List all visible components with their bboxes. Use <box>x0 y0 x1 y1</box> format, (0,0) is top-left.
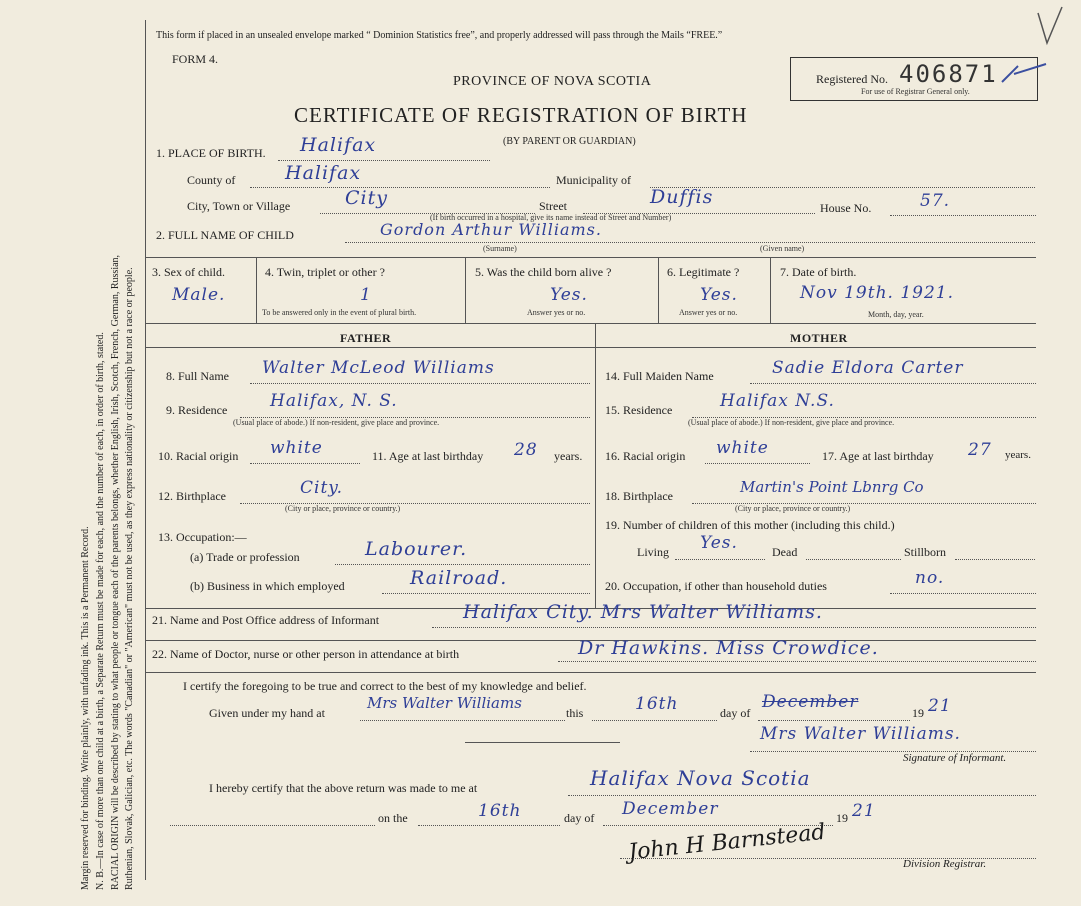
mother-living-value: Yes. <box>700 533 738 553</box>
date-of-birth-note: Month, day, year. <box>868 310 924 319</box>
county-label: County of <box>187 173 236 187</box>
surname-caption: (Surname) <box>483 244 517 253</box>
father-name-value: Walter McLeod Williams <box>262 358 495 378</box>
house-label: House No. <box>820 201 872 215</box>
registrar-note: For use of Registrar General only. <box>861 87 970 96</box>
legitimate-note: Answer yes or no. <box>679 308 738 317</box>
given-day-line <box>592 720 717 721</box>
margin-rule <box>145 20 146 880</box>
given-year-value: 21 <box>928 696 952 716</box>
certificate-subtitle: (BY PARENT OR GUARDIAN) <box>503 136 636 147</box>
pen-tick-icon <box>1000 58 1050 88</box>
mother-heading: MOTHER <box>790 331 848 345</box>
registrar-place-value: Halifax Nova Scotia <box>590 766 811 790</box>
mother-stillborn-line <box>955 559 1035 560</box>
given-name-caption: (Given name) <box>760 244 805 253</box>
row-bottom-rule <box>146 323 1036 324</box>
father-racial-value: white <box>270 438 323 458</box>
place-of-birth-line <box>278 160 490 161</box>
given-year-prefix: 19 <box>912 706 924 720</box>
registrar-place-line <box>568 795 1036 796</box>
mother-age-suffix: years. <box>1005 449 1031 461</box>
divider-3 <box>658 257 659 323</box>
father-occupation-label: 13. Occupation:— <box>158 530 247 544</box>
place-of-birth-value: Halifax <box>300 134 377 156</box>
father-racial-label: 10. Racial origin <box>158 449 239 463</box>
mother-birthplace-label: 18. Birthplace <box>605 489 673 503</box>
informant-line <box>432 627 1036 628</box>
blank-signature-line <box>465 742 620 743</box>
father-trade-value: Labourer. <box>365 538 468 560</box>
mother-name-line <box>750 383 1036 384</box>
registrar-year-prefix: 19 <box>836 811 848 825</box>
certificate-title: CERTIFICATE OF REGISTRATION OF BIRTH <box>294 103 748 127</box>
father-residence-label: 9. Residence <box>166 403 228 417</box>
mother-children-label: 19. Number of children of this mother (including this child.) <box>605 518 895 532</box>
legitimate-value: Yes. <box>700 285 738 305</box>
father-racial-line <box>250 463 360 464</box>
informant-signature-caption: Signature of Informant. <box>903 752 1007 764</box>
given-month-line <box>758 720 910 721</box>
form-number: FORM 4. <box>172 52 219 66</box>
doctor-label: 22. Name of Doctor, nurse or other person in attendance at birth <box>152 647 460 661</box>
father-business-value: Railroad. <box>410 567 508 589</box>
mother-age-label: 17. Age at last birthday <box>822 449 934 463</box>
house-line <box>890 215 1036 216</box>
father-name-line <box>250 383 590 384</box>
registrar-on-label: on the <box>378 811 408 825</box>
row-top-rule <box>146 257 1036 258</box>
mother-living-line <box>675 559 765 560</box>
twin-value: 1 <box>360 285 372 305</box>
mother-birthplace-note: (City or place, province or country.) <box>735 504 851 513</box>
province-heading: PROVINCE OF NOVA SCOTIA <box>453 74 652 89</box>
given-day-of-label: day of <box>720 706 751 720</box>
mother-occupation-label: 20. Occupation, if other than household duties <box>605 579 827 593</box>
divider-4 <box>770 257 771 323</box>
father-residence-value: Halifax, N. S. <box>270 391 398 411</box>
house-value: 57. <box>920 191 951 211</box>
father-business-label: (b) Business in which employed <box>190 579 345 593</box>
municipality-label: Municipality of <box>556 173 631 187</box>
mother-name-label: 14. Full Maiden Name <box>605 369 714 383</box>
registrar-statement: I hereby certify that the above return was made to me at <box>209 781 478 795</box>
mother-dead-label: Dead <box>772 545 798 559</box>
legitimate-label: 6. Legitimate ? <box>667 265 740 279</box>
margin-note-binding: Margin reserved for binding. Write plainly, with unfading ink. This is a Permanent Record. <box>80 526 91 890</box>
given-day-value: 16th <box>635 694 679 714</box>
twin-label: 4. Twin, triplet or other ? <box>265 265 385 279</box>
given-month-value: December <box>762 692 859 712</box>
registrar-signature: John H Barnstead <box>627 819 827 866</box>
mother-racial-value: white <box>716 438 769 458</box>
registered-label: Registered No. <box>816 72 888 86</box>
father-age-suffix: years. <box>554 449 583 463</box>
mother-age-value: 27 <box>968 440 992 460</box>
father-age-label: 11. Age at last birthday <box>372 449 484 463</box>
born-alive-label: 5. Was the child born alive ? <box>475 265 612 279</box>
father-name-label: 8. Full Name <box>166 369 229 383</box>
mother-occupation-value: no. <box>915 568 945 588</box>
checkmark-icon <box>1035 5 1065 47</box>
mother-residence-note: (Usual place of abode.) If non-resident, give place and province. <box>688 418 895 427</box>
child-name-value: Gordon Arthur Williams. <box>380 220 602 239</box>
registrar-day-value: 16th <box>478 801 522 821</box>
registrar-day-line <box>418 825 560 826</box>
city-label: City, Town or Village <box>187 199 291 213</box>
this-label: this <box>566 706 584 720</box>
mother-racial-label: 16. Racial origin <box>605 449 686 463</box>
father-trade-line <box>335 564 590 565</box>
informant-signature: Mrs Walter Williams. <box>760 724 961 744</box>
registrar-month-value: December <box>622 799 719 819</box>
street-label: Street <box>539 199 567 213</box>
twin-note: To be answered only in the event of plural birth. <box>262 308 417 317</box>
date-of-birth-label: 7. Date of birth. <box>780 265 857 279</box>
registrar-day-of-label: day of <box>564 811 595 825</box>
certify-statement: I certify the foregoing to be true and correct to the best of my knowledge and belief. <box>183 679 587 693</box>
registrar-leading-line <box>170 825 375 826</box>
street-value: Duffis <box>650 186 714 208</box>
father-residence-note: (Usual place of abode.) If non-resident, give place and province. <box>233 418 440 427</box>
informant-label: 21. Name and Post Office address of Informant <box>152 613 380 627</box>
margin-note-plural-births: N. B.—In case of more than one child at a birth, a Separate Return must be made for each, and the number of each, in order of birth, stated. <box>95 332 106 890</box>
divider-2 <box>465 257 466 323</box>
doctor-line <box>558 661 1036 662</box>
margin-note-racial-origin: RACIAL ORIGIN will be described by stating to what people or tongue each of the parents belongs, whether English, Irish, Scotch, French, German, Russian, <box>110 254 121 890</box>
given-under-label: Given under my hand at <box>209 706 325 720</box>
sex-value: Male. <box>172 285 226 305</box>
child-name-line <box>345 242 1035 243</box>
place-of-birth-label: 1. PLACE OF BIRTH. <box>156 146 266 160</box>
mail-notice: This form if placed in an unsealed envelope marked “ Dominion Statistics free”, and properly addressed will pass through the Mails “FREE.” <box>156 30 723 41</box>
mother-racial-line <box>705 463 810 464</box>
born-alive-note: Answer yes or no. <box>527 308 586 317</box>
mother-living-label: Living <box>637 545 669 559</box>
mother-dead-line <box>806 559 901 560</box>
registrar-caption: Division Registrar. <box>903 858 987 870</box>
mother-name-value: Sadie Eldora Carter <box>772 358 964 378</box>
county-value: Halifax <box>285 162 362 184</box>
father-trade-label: (a) Trade or profession <box>190 550 300 564</box>
given-at-value: Mrs Walter Williams <box>367 694 522 712</box>
city-value: City <box>345 187 388 209</box>
divider-1 <box>256 257 257 323</box>
mother-birthplace-value: Martin's Point Lbnrg Co <box>740 478 924 496</box>
informant-value: Halifax City. Mrs Walter Williams. <box>463 601 823 623</box>
margin-note-racial-origin-cont: Ruthenian, Slovak, Galician, etc. The words "Canadian" or "American" must not be used, as they express nationality or citizenship but not a race or people. <box>124 267 135 890</box>
registered-number: 406871 <box>899 60 998 88</box>
mother-residence-value: Halifax N.S. <box>720 391 835 411</box>
born-alive-value: Yes. <box>550 285 588 305</box>
sex-label: 3. Sex of child. <box>152 265 225 279</box>
mother-occupation-line <box>890 593 1036 594</box>
father-birthplace-value: City. <box>300 478 344 498</box>
father-birthplace-label: 12. Birthplace <box>158 489 226 503</box>
father-age-value: 28 <box>514 440 538 460</box>
father-business-line <box>382 593 590 594</box>
doctor-rule <box>146 672 1036 673</box>
registrar-year-value: 21 <box>852 801 876 821</box>
mother-stillborn-label: Stillborn <box>904 545 947 559</box>
doctor-value: Dr Hawkins. Miss Crowdice. <box>578 637 879 659</box>
county-line <box>250 187 550 188</box>
father-birthplace-note: (City or place, province or country.) <box>285 504 401 513</box>
father-heading: FATHER <box>340 331 392 345</box>
parents-divider <box>595 323 596 608</box>
parents-heading-rule <box>146 347 1036 348</box>
given-at-line <box>360 720 565 721</box>
hospital-note: (If birth occurred in a hospital, give its name instead of Street and Number) <box>430 213 672 222</box>
child-name-label: 2. FULL NAME OF CHILD <box>156 228 294 242</box>
date-of-birth-value: Nov 19th. 1921. <box>800 283 955 303</box>
mother-residence-label: 15. Residence <box>605 403 673 417</box>
